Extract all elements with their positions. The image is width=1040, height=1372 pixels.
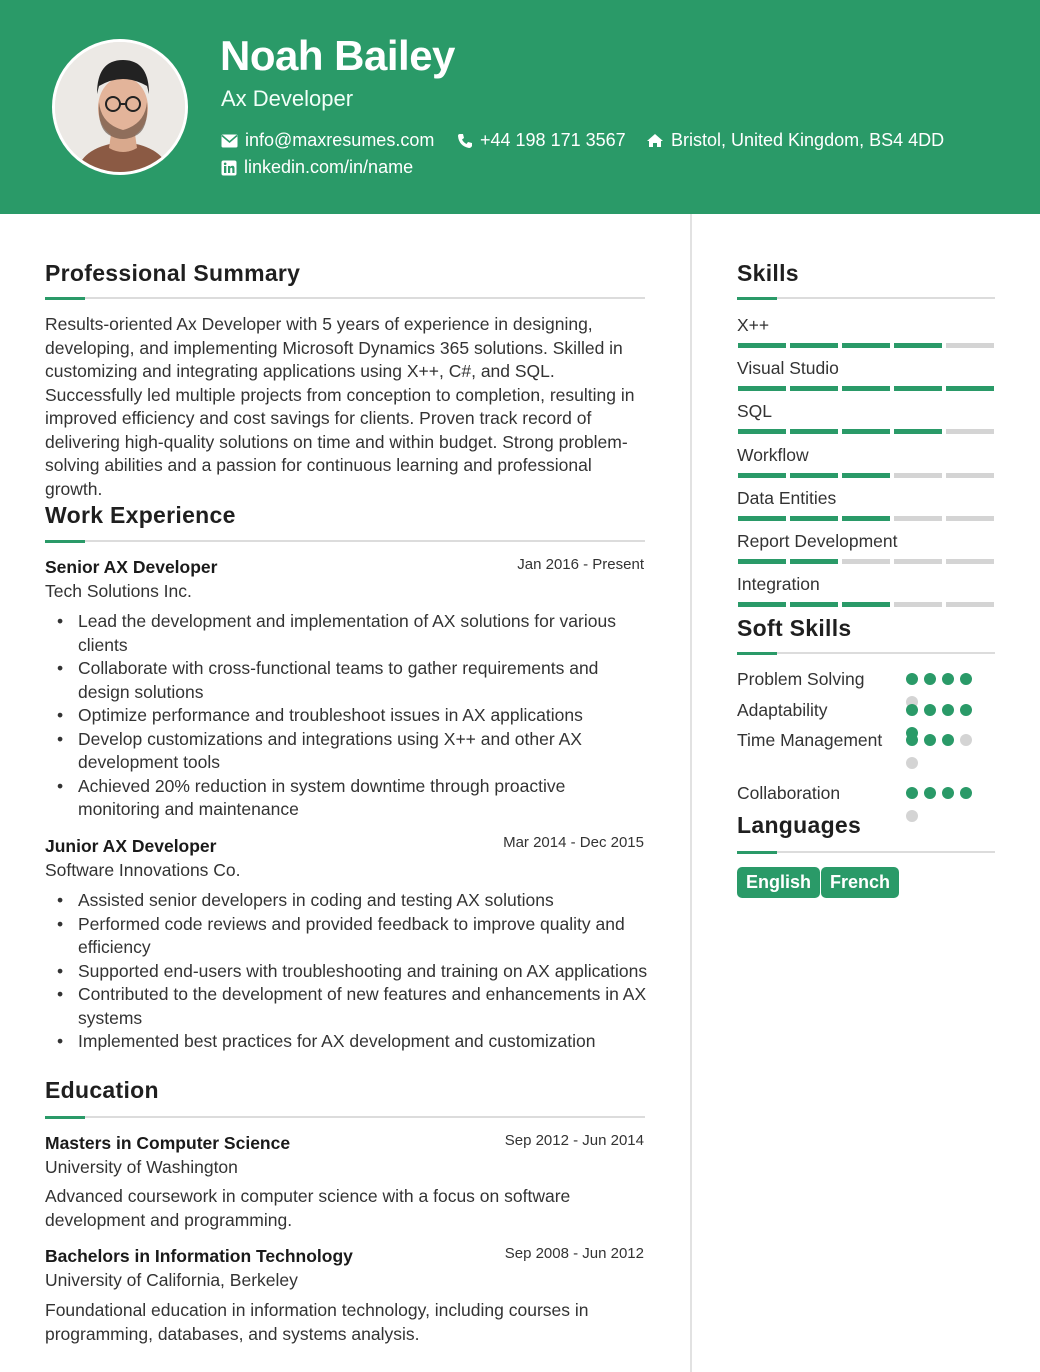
avatar-portrait-icon xyxy=(55,42,188,175)
languages-rule-accent xyxy=(737,851,777,854)
skill-level-segment xyxy=(894,386,942,391)
contact-phone[interactable] xyxy=(457,130,626,151)
rating-dot xyxy=(924,673,936,685)
location-text: Bristol, United Kingdom, BS4 4DD xyxy=(671,130,945,150)
rating-dot xyxy=(942,734,954,746)
education-rule-accent xyxy=(45,1116,85,1119)
job-dates: Mar 2014 - Dec 2015 xyxy=(503,834,644,851)
soft-skills-heading: Soft Skills xyxy=(737,615,852,641)
rating-dot xyxy=(906,704,918,716)
skill-level-segment xyxy=(738,429,786,434)
skill-level-segment xyxy=(790,386,838,391)
summary-heading: Professional Summary xyxy=(45,260,301,286)
rating-dot xyxy=(924,704,936,716)
skill-name: Workflow xyxy=(737,444,809,465)
contact-location xyxy=(646,130,944,151)
resume-header xyxy=(0,0,1040,214)
column-divider xyxy=(690,214,692,1372)
experience-rule xyxy=(45,540,645,542)
list-item: • Develop customizations and integrations using X++ and other AX development tools xyxy=(45,728,650,775)
language-badge: French xyxy=(821,867,899,898)
job-company: Software Innovations Co. xyxy=(45,860,241,880)
profile-photo xyxy=(52,39,188,175)
home-icon xyxy=(646,133,664,148)
skill-level-segment xyxy=(790,473,838,478)
skill-level-segment xyxy=(946,559,994,564)
candidate-title: Ax Developer xyxy=(221,86,354,111)
skill-level-segment xyxy=(946,516,994,521)
skill-level-segment xyxy=(842,602,890,607)
skill-level-segment xyxy=(946,602,994,607)
education-description: Foundational education in information technology, including courses in programming, databases, and systems analysis. xyxy=(45,1300,589,1344)
skill-name: Report Development xyxy=(737,531,898,551)
skill-level-segment xyxy=(842,343,890,348)
skill-name: Data Entities xyxy=(737,487,837,508)
education-dates: Sep 2012 - Jun 2014 xyxy=(504,1132,644,1149)
candidate-name: Noah Bailey xyxy=(220,32,455,79)
education-dates: Sep 2008 - Jun 2012 xyxy=(504,1245,644,1262)
rating-dot xyxy=(942,787,954,799)
skill-level-segment xyxy=(790,343,838,348)
skills-rule-accent xyxy=(737,297,777,300)
skill-level-bar xyxy=(738,602,994,607)
skill-name: Visual Studio xyxy=(737,358,839,379)
experience-rule-accent xyxy=(45,540,85,543)
skill-level-segment xyxy=(738,386,786,391)
skill-level-segment xyxy=(790,516,838,521)
experience-heading: Work Experience xyxy=(45,502,236,528)
skill-level-segment xyxy=(946,429,994,434)
skill-level-bar xyxy=(738,473,994,478)
education-degree: Masters in Computer Science xyxy=(45,1133,291,1153)
skill-level-segment xyxy=(842,386,890,391)
rating-dot xyxy=(906,734,918,746)
skill-level-segment xyxy=(738,473,786,478)
job-company: Tech Solutions Inc. xyxy=(45,581,192,601)
phone-text[interactable]: +44 198 171 3567 xyxy=(480,130,626,150)
rating-dot xyxy=(906,757,918,769)
envelope-icon xyxy=(221,134,238,148)
list-item: • Collaborate with cross-functional teams to gather requirements and design solutions xyxy=(45,657,650,704)
education-school: University of Washington xyxy=(45,1157,238,1177)
skill-level-bar xyxy=(738,559,994,564)
linkedin-icon xyxy=(221,160,237,176)
job-bullets xyxy=(45,610,650,822)
languages-heading: Languages xyxy=(737,812,862,838)
contact-email[interactable] xyxy=(221,130,434,151)
skill-name: SQL xyxy=(737,401,773,422)
skill-name: Integration xyxy=(737,574,820,595)
skill-name: X++ xyxy=(737,315,770,335)
skill-level-segment xyxy=(738,602,786,607)
soft-skill-rating xyxy=(906,734,986,774)
list-item: • Achieved 20% reduction in system downtime through proactive monitoring and maintenance xyxy=(45,775,650,822)
language-badge: English xyxy=(737,867,820,898)
list-item: • Optimize performance and troubleshoot issues in AX applications xyxy=(45,704,650,728)
list-item: • Contributed to the development of new features and enhancements in AX systems xyxy=(45,983,650,1030)
rating-dot xyxy=(906,810,918,822)
job-dates: Jan 2016 - Present xyxy=(517,556,644,573)
job-bullets xyxy=(45,889,650,1054)
education-degree: Bachelors in Information Technology xyxy=(45,1246,353,1266)
soft-skill-name: Time Management xyxy=(737,730,883,750)
skill-level-segment xyxy=(738,559,786,564)
summary-text: Results-oriented Ax Developer with 5 years of experience in designing, developing, and implementing Microsoft Dynamics 365 solutions. Skilled in customizing and integrating applications using X++, C#, and SQL. Successfully led multiple projects from conception to completion, resulting in improved efficiency and cost savings for clients. Proven track record of delivering high-quality solutions on time and within budget. Strong problem-solving abilities and a passion for continuous learning and professional growth. xyxy=(45,314,635,499)
linkedin-text[interactable]: linkedin.com/in/name xyxy=(244,157,414,177)
job-title: Senior AX Developer xyxy=(45,557,218,577)
skill-level-bar xyxy=(738,429,994,434)
list-item: • Implemented best practices for AX development and customization xyxy=(45,1030,650,1054)
list-item: • Performed code reviews and provided feedback to improve quality and efficiency xyxy=(45,913,650,960)
summary-rule-accent xyxy=(45,297,85,300)
skill-level-segment xyxy=(842,429,890,434)
rating-dot xyxy=(924,734,936,746)
list-item: • Assisted senior developers in coding and testing AX solutions xyxy=(45,889,650,913)
education-school: University of California, Berkeley xyxy=(45,1270,298,1290)
soft-skill-name: Collaboration xyxy=(737,783,841,803)
rating-dot xyxy=(924,787,936,799)
list-item: • Supported end-users with troubleshooting and training on AX applications xyxy=(45,960,650,984)
skill-level-segment xyxy=(842,559,890,564)
rating-dot xyxy=(960,734,972,746)
skill-level-segment xyxy=(790,602,838,607)
skill-level-segment xyxy=(894,559,942,564)
skill-level-bar xyxy=(738,516,994,521)
soft-skill-rating xyxy=(906,787,986,827)
skill-level-segment xyxy=(790,429,838,434)
education-heading: Education xyxy=(45,1077,159,1103)
skill-level-segment xyxy=(946,386,994,391)
skill-level-segment xyxy=(738,343,786,348)
skill-level-segment xyxy=(894,516,942,521)
list-item: • Lead the development and implementation of AX solutions for various clients xyxy=(45,610,650,657)
email-text[interactable]: info@maxresumes.com xyxy=(245,130,435,150)
education-rule xyxy=(45,1116,645,1118)
skill-level-segment xyxy=(842,516,890,521)
rating-dot xyxy=(960,673,972,685)
skill-level-segment xyxy=(790,559,838,564)
education-description: Advanced coursework in computer science with a focus on software development and programming. xyxy=(45,1186,571,1230)
rating-dot xyxy=(942,704,954,716)
skill-level-segment xyxy=(894,429,942,434)
rating-dot xyxy=(960,704,972,716)
skill-level-segment xyxy=(894,602,942,607)
skill-level-segment xyxy=(738,516,786,521)
skill-level-segment xyxy=(946,343,994,348)
summary-rule xyxy=(45,297,645,299)
rating-dot xyxy=(906,673,918,685)
rating-dot xyxy=(906,787,918,799)
skill-level-segment xyxy=(894,343,942,348)
skills-heading: Skills xyxy=(737,260,799,286)
job-title: Junior AX Developer xyxy=(45,836,217,856)
skill-level-segment xyxy=(894,473,942,478)
skill-level-bar xyxy=(738,386,994,391)
skill-level-bar xyxy=(738,343,994,348)
soft-skill-name: Adaptability xyxy=(737,700,828,720)
skill-level-segment xyxy=(946,473,994,478)
rating-dot xyxy=(942,673,954,685)
soft-skills-rule-accent xyxy=(737,652,777,655)
rating-dot xyxy=(960,787,972,799)
soft-skill-name: Problem Solving xyxy=(737,669,865,689)
skill-level-segment xyxy=(842,473,890,478)
phone-icon xyxy=(457,133,473,149)
contact-linkedin[interactable] xyxy=(221,157,413,178)
